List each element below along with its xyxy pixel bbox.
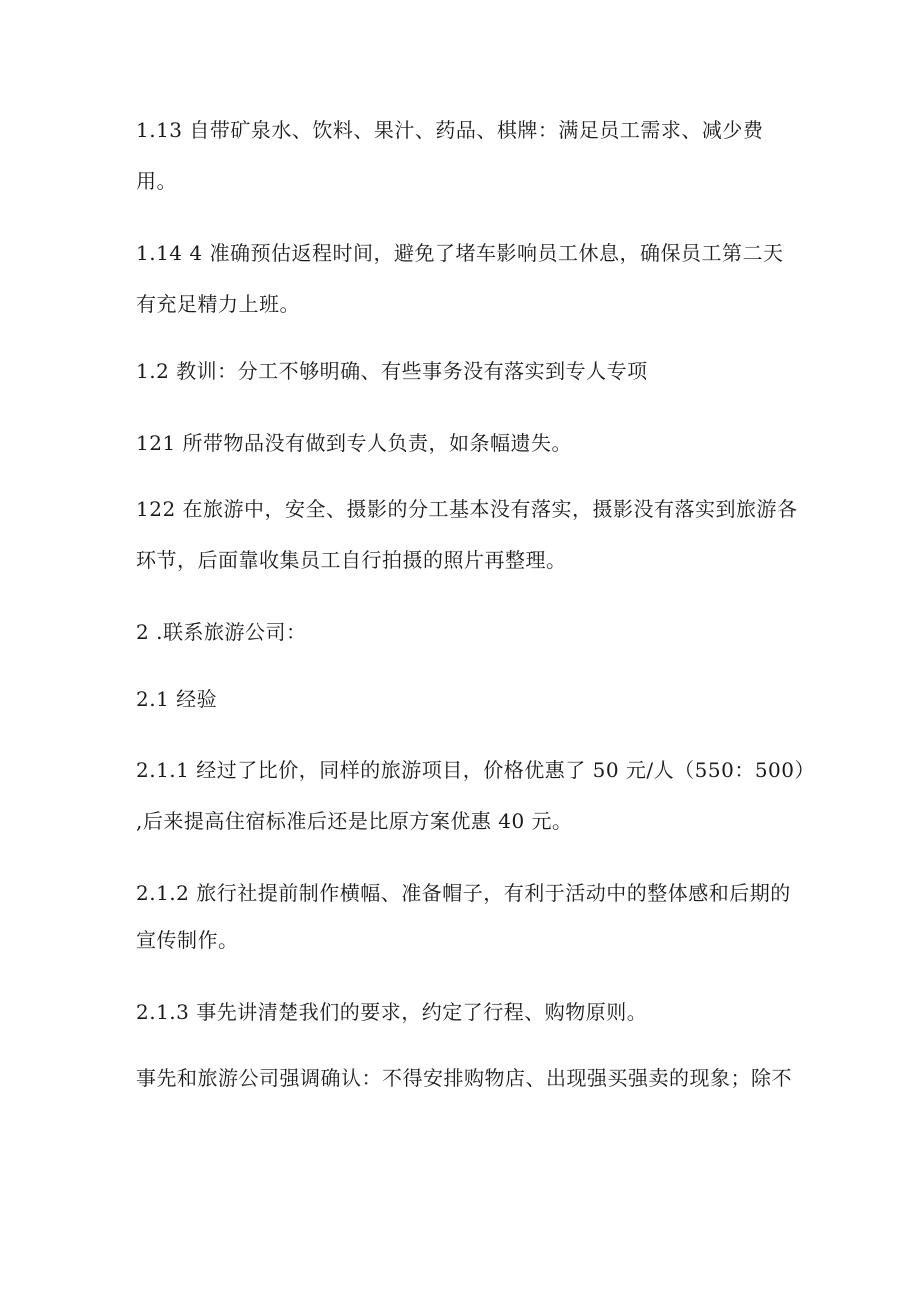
text-line-6: 121 所带物品没有做到专人负责，如条幅遗失。 bbox=[136, 431, 573, 455]
text-line-13: 2.1.2 旅行社提前制作横幅、准备帽子，有利于活动中的整体感和后期的 bbox=[136, 881, 791, 905]
text-line-9: 2 .联系旅游公司： bbox=[136, 620, 307, 644]
text-line-14: 宣传制作。 bbox=[136, 928, 239, 952]
text-line-12: ,后来提高住宿标准后还是比原方案优惠 40 元。 bbox=[136, 809, 573, 833]
text-line-10: 2.1 经验 bbox=[136, 687, 218, 711]
text-line-5: 1.2 教训：分工不够明确、有些事务没有落实到专人专项 bbox=[136, 359, 648, 383]
text-line-15: 2.1.3 事先讲清楚我们的要求，约定了行程、购物原则。 bbox=[136, 1000, 648, 1024]
text-line-3: 1.14 4 准确预估返程时间，避免了堵车影响员工休息，确保员工第二天 bbox=[136, 241, 784, 265]
text-line-1: 1.13 自带矿泉水、饮料、果汁、药品、棋牌：满足员工需求、减少费 bbox=[136, 118, 764, 142]
text-line-8: 环节，后面靠收集员工自行拍摄的照片再整理。 bbox=[136, 548, 567, 572]
text-line-2: 用。 bbox=[136, 169, 177, 193]
text-line-16: 事先和旅游公司强调确认：不得安排购物店、出现强买强卖的现象；除不 bbox=[136, 1066, 792, 1090]
text-line-7: 122 在旅游中，安全、摄影的分工基本没有落实，摄影没有落实到旅游各 bbox=[136, 497, 798, 521]
text-line-4: 有充足精力上班。 bbox=[136, 292, 300, 316]
text-line-11: 2.1.1 经过了比价，同样的旅游项目，价格优惠了 50 元/人（550：500） bbox=[136, 758, 815, 782]
